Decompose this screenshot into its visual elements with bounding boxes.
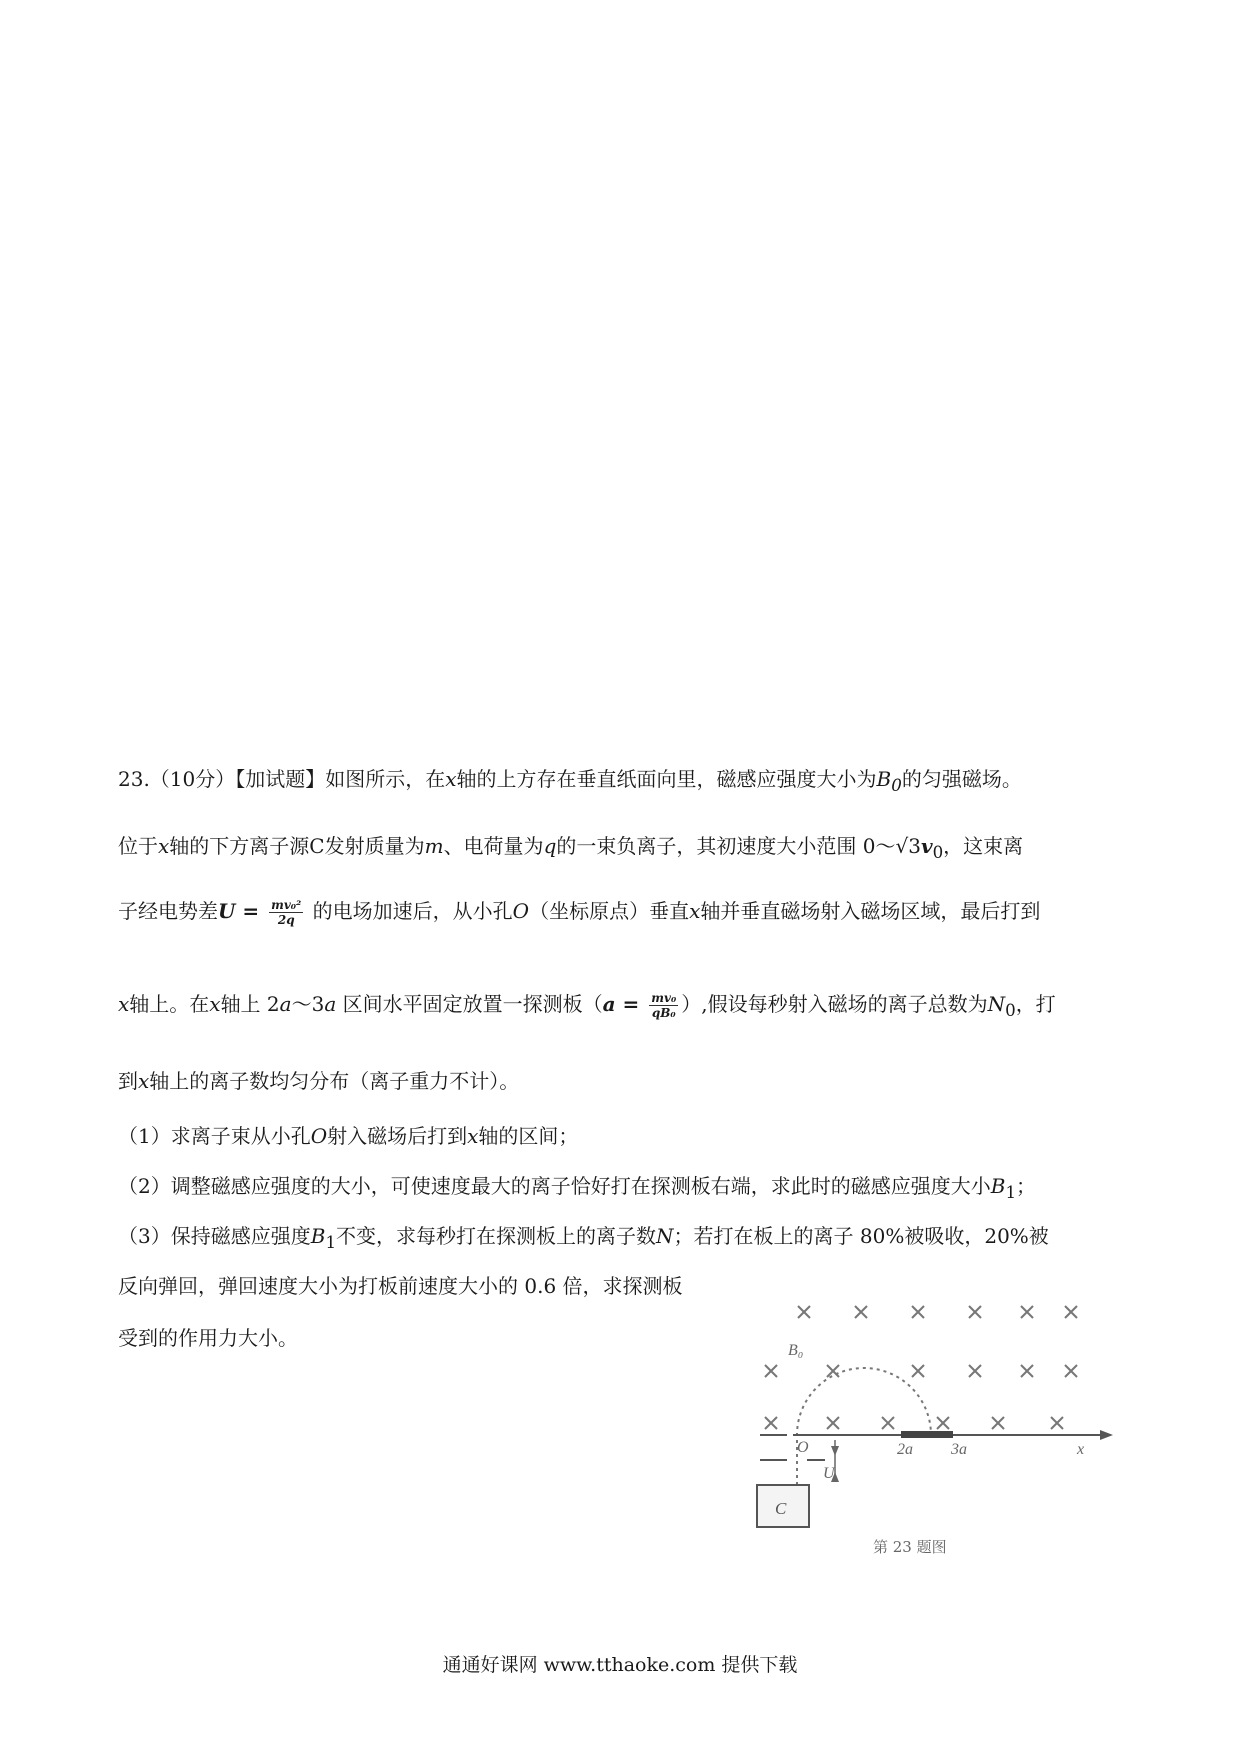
problem-line-4: x轴上。在x轴上 2a～3a 区间水平固定放置一探测板（a = $\frac{\text{mv₀}}{\text{qB₀}}$ ）,假设每秒射入磁场的离子总数为$N_0$，打 xyxy=(118,991,1056,1020)
ion-source-label: C xyxy=(775,1499,787,1518)
x-axis-arrow xyxy=(1100,1430,1113,1440)
page-footer: 通通好课网 www.tthaoke.com 提供下载 xyxy=(442,1654,798,1676)
cross-mark xyxy=(1051,1417,1063,1429)
question-3: （3）保持磁感应强度$B_1$不变，求每秒打在探测板上的离子数N；若打在板上的离子 80%被吸收，20%被 xyxy=(118,1224,1049,1252)
question-3-cont-2: 受到的作用力大小。 xyxy=(118,1326,298,1350)
b0-label: B₀ xyxy=(788,1342,804,1359)
fraction-u: $\frac{\text{mv₀²}}{2q}$ xyxy=(271,898,302,927)
cross-mark xyxy=(1065,1365,1077,1377)
cross-mark xyxy=(969,1306,981,1318)
problem-line-5: 到x轴上的离子数均匀分布（离子重力不计）。 xyxy=(118,1069,520,1093)
cross-mark xyxy=(969,1365,981,1377)
cross-mark xyxy=(827,1417,839,1429)
cross-mark xyxy=(1021,1365,1033,1377)
cross-mark xyxy=(827,1365,839,1377)
question-2: （2）调整磁感应强度的大小，可使速度最大的离子恰好打在探测板右端，求此时的磁感应强度大小$B_1$； xyxy=(118,1174,1037,1202)
field-crosses xyxy=(765,1306,1077,1429)
origin-label: O xyxy=(797,1439,809,1456)
cross-mark xyxy=(765,1365,777,1377)
problem-line-3: 子经电势差U = $\frac{\text{mv₀²}}{2q}$ 的电场加速后，从小孔O（坐标原点）垂直x轴并垂直磁场射入磁场区域，最后打到 xyxy=(118,898,1041,927)
tick-2a-label: 2a xyxy=(897,1441,913,1458)
magnetic-field-figure xyxy=(755,1270,1125,1580)
ion-trajectory xyxy=(797,1368,931,1485)
question-1: （1）求离子束从小孔O射入磁场后打到x轴的区间； xyxy=(118,1124,579,1148)
cross-mark xyxy=(912,1365,924,1377)
cross-mark xyxy=(798,1306,810,1318)
cross-mark xyxy=(1065,1306,1077,1318)
cross-mark xyxy=(1021,1306,1033,1318)
question-3-cont-1: 反向弹回，弹回速度大小为打板前速度大小的 0.6 倍，求探测板 xyxy=(118,1274,683,1298)
cross-mark xyxy=(992,1417,1004,1429)
u-arrow-down xyxy=(831,1446,839,1456)
cross-mark xyxy=(765,1417,777,1429)
cross-mark xyxy=(912,1306,924,1318)
problem-line-2: 位于x轴的下方离子源C发射质量为m、电荷量为q的一束负离子，其初速度大小范围 $0\sim√3v_0$，这束离 xyxy=(118,834,1024,862)
cross-mark xyxy=(937,1417,949,1429)
figure-caption: 第 23 题图 xyxy=(873,1538,947,1556)
u-label: U xyxy=(823,1465,835,1482)
cross-mark xyxy=(855,1306,867,1318)
cross-mark xyxy=(882,1417,894,1429)
x-axis-label: x xyxy=(1077,1441,1085,1458)
tick-3a-label: 3a xyxy=(951,1441,967,1458)
fraction-a: $\frac{\text{mv₀}}{\text{qB₀}}$ xyxy=(651,991,677,1020)
problem-header: 23.（10分）【加试题】 xyxy=(118,767,326,791)
detector-plate xyxy=(901,1431,953,1438)
problem-line-1: 23.（10分）【加试题】如图所示，在x轴的上方存在垂直纸面向里，磁感应强度大小为$B_0$的匀强磁场。 xyxy=(118,767,1022,795)
